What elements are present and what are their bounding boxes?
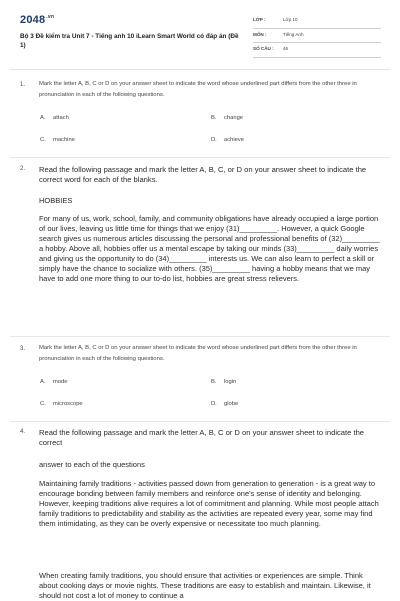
option-text: achieve [224, 137, 244, 143]
logo-suffix: .vn [46, 14, 55, 21]
option-text: globe [224, 401, 239, 407]
question-2 [20, 165, 380, 337]
option-letter: C. [40, 137, 46, 143]
option-text: login [224, 379, 237, 385]
meta-label: MÔN : [253, 31, 267, 37]
meta-row-class [253, 14, 381, 29]
meta-label: SỐ CÂU : [253, 46, 274, 51]
option-a[interactable] [40, 115, 69, 121]
header-divider [10, 69, 390, 70]
meta-value: Tiếng Anh [283, 31, 304, 37]
site-logo[interactable] [20, 14, 54, 26]
question-subtext: answer to each of the questions [39, 460, 145, 469]
passage-heading: HOBBIES [39, 196, 73, 205]
question-text: Read the following passage and mark the letter A, B, C, or D on your answer sheet to indicate the correct word for each of the blanks. [39, 165, 367, 184]
passage-text: For many of us, work, school, family, and community obligations have already occupied a large portion of our lives, leaving us little time for things that we enjoy (31)_________. However, a quick Google search gives us numerous articles discussing the personal and professional benefits of (32)_________ a hobby. Above all, hobbies offer us a mental escape by taking our minds (33)_________ daily worries and giving us the opportunity to do (34)_________ interests us. We can also learn to perfect a skill or simply have the chance to socialize with others. (35)_________ having a hobby means that we may have to add one more thing to our to-do list, hobbies are great stress relievers. [39, 214, 380, 283]
option-letter: B. [211, 379, 217, 385]
option-d[interactable] [211, 137, 244, 143]
question-1 [20, 81, 380, 161]
option-text: change [224, 115, 244, 121]
option-text: attach [53, 115, 69, 121]
option-b[interactable] [211, 115, 243, 121]
option-d[interactable] [211, 401, 238, 407]
document-header [0, 0, 400, 68]
logo-text: 2048 [20, 14, 46, 26]
meta-label: LỚP : [253, 17, 266, 22]
question-text: Mark the letter A, B, C or D on your answer sheet to indicate the word whose underlined part differs from the other three in pronunciation in each of the following questions. [39, 345, 357, 362]
passage-paragraph-1: Maintaining family traditions - activities passed down from generation to generation - is a great way to encourage bonding between family members and reinforce one's sense of identity and belonging. However, keeping traditions alive requires a lot of commitment and planning. While most people attach family traditions to predictability and stability as the activities are repeated every year, some may find them intimidating, as they can be overly expensive or necessitate too much planning. [39, 479, 379, 528]
option-letter: C. [40, 401, 46, 407]
question-divider [10, 157, 390, 158]
option-c[interactable] [40, 401, 83, 407]
option-c[interactable] [40, 137, 75, 143]
meta-row-subject [253, 29, 381, 44]
question-4 [20, 428, 380, 600]
option-text: mode [53, 379, 68, 385]
question-divider [10, 421, 390, 422]
question-number: 1. [20, 82, 26, 88]
passage-paragraph-2: When creating family traditions, you should ensure that activities or experiences are simple. Think about cooking days or movie nights. These traditions are easy to establish and maintain. Likewise, it should not cost a lot of money to continue a [39, 571, 371, 600]
option-letter: A. [40, 379, 46, 385]
question-text: Mark the letter A, B, C or D on your answer sheet to indicate the word whose underlined part differs from the other three in pronunciation in each of the following questions. [39, 81, 357, 98]
option-letter: D. [211, 401, 217, 407]
meta-value: Lớp 10 [283, 17, 298, 22]
question-text: Read the following passage and mark the letter A, B, C or D on your answer sheet to indicate the correct [39, 428, 365, 447]
question-number: 2. [20, 166, 26, 172]
option-a[interactable] [40, 379, 68, 385]
meta-row-count [253, 43, 381, 58]
question-number: 4. [20, 429, 26, 435]
document-title: Bộ 3 Đề kiểm tra Unit 7 - Tiếng anh 10 iLearn Smart World có đáp án (Đề 1) [20, 33, 239, 49]
question-3 [20, 345, 380, 425]
option-letter: D. [211, 137, 217, 143]
question-divider [10, 336, 390, 337]
option-letter: A. [40, 115, 46, 121]
option-letter: B. [211, 115, 217, 121]
option-text: microscope [53, 401, 83, 407]
meta-table [253, 14, 381, 58]
question-number: 3. [20, 346, 26, 352]
meta-value: 46 [283, 46, 289, 51]
option-b[interactable] [211, 379, 236, 385]
option-text: machine [53, 137, 75, 143]
